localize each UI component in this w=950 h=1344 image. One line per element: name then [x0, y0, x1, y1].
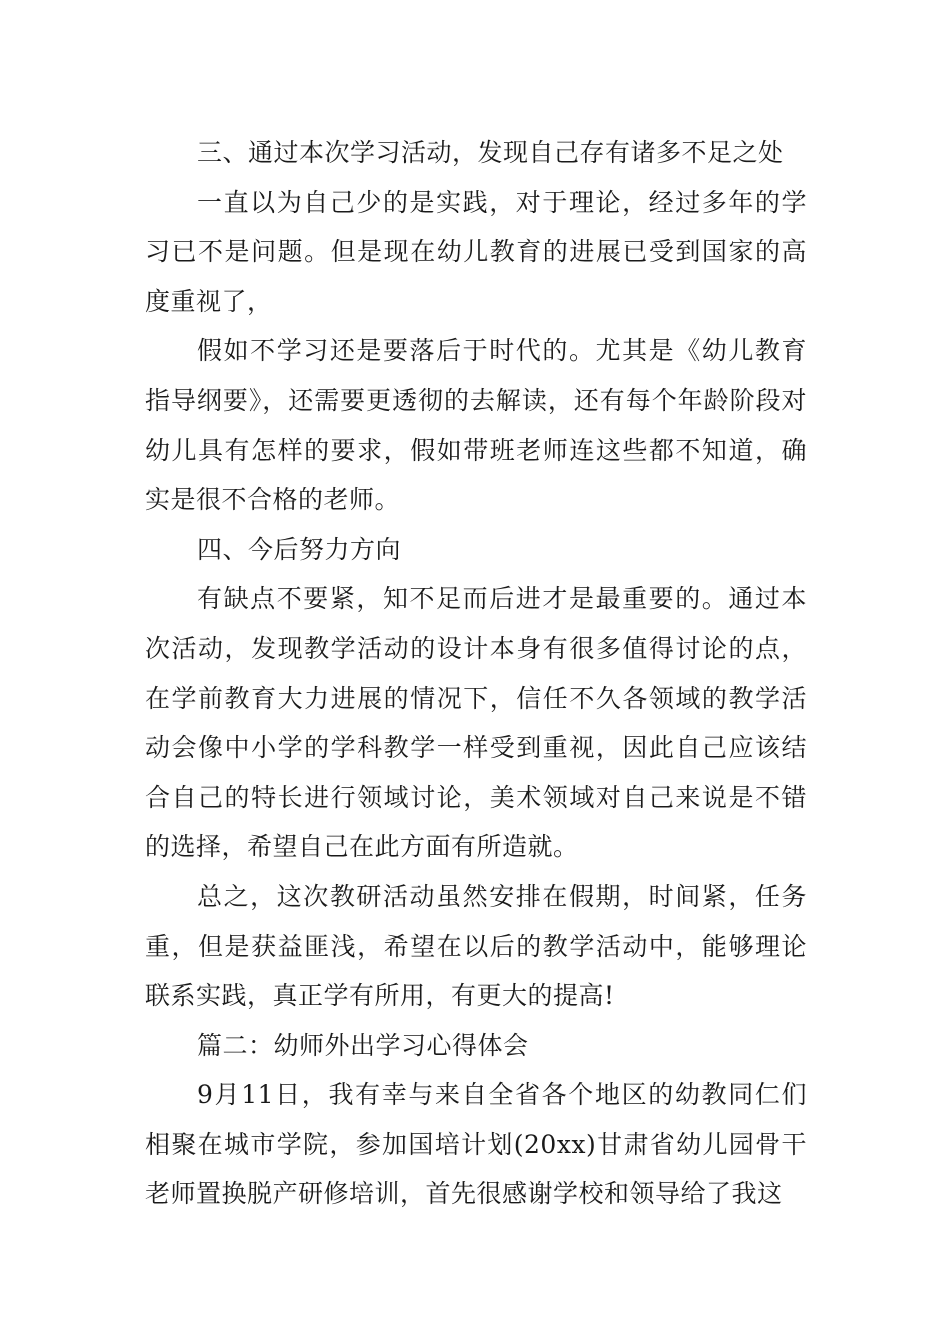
paragraph: 9月11日，我有幸与来自全省各个地区的幼教同仁们相聚在城市学院，参加国培计划(20xx)甘肃省幼儿园骨干老师置换脱产研修培训，首先很感谢学校和领导给了我这 — [145, 1080, 807, 1209]
document-body — [145, 128, 807, 1219]
paragraph: 一直以为自己少的是实践，对于理论，经过多年的学习已不是问题。但是现在幼儿教育的进展已受到国家的高度重视了， — [145, 187, 807, 316]
paragraph: 有缺点不要紧，知不足而后进才是最重要的。通过本次活动，发现教学活动的设计本身有很多值得讨论的点，在学前教育大力进展的情况下，信任不久各领域的教学活动会像中小学的学科教学一样受到重视，因此自己应该结合自己的特长进行领域讨论，美术领域对自己来说是不错的选择，希望自己在此方面有所造就。 — [145, 584, 807, 862]
article-title: 篇二：幼师外出学习心得体会 — [197, 1030, 529, 1060]
section-heading-3: 三、通过本次学习活动，发现自己存有诸多不足之处 — [197, 138, 784, 167]
section-heading-4: 四、今后努力方向 — [197, 534, 402, 564]
paragraph: 总之，这次教研活动虽然安排在假期，时间紧，任务重，但是获益匪浅，希望在以后的教学活动中，能够理论联系实践，真正学有所用，有更大的提高! — [145, 881, 807, 1011]
paragraph: 假如不学习还是要落后于时代的。尤其是《幼儿教育指导纲要》，还需要更透彻的去解读，还有每个年龄阶段对幼儿具有怎样的要求，假如带班老师连这些都不知道，确实是很不合格的老师。 — [145, 336, 807, 515]
